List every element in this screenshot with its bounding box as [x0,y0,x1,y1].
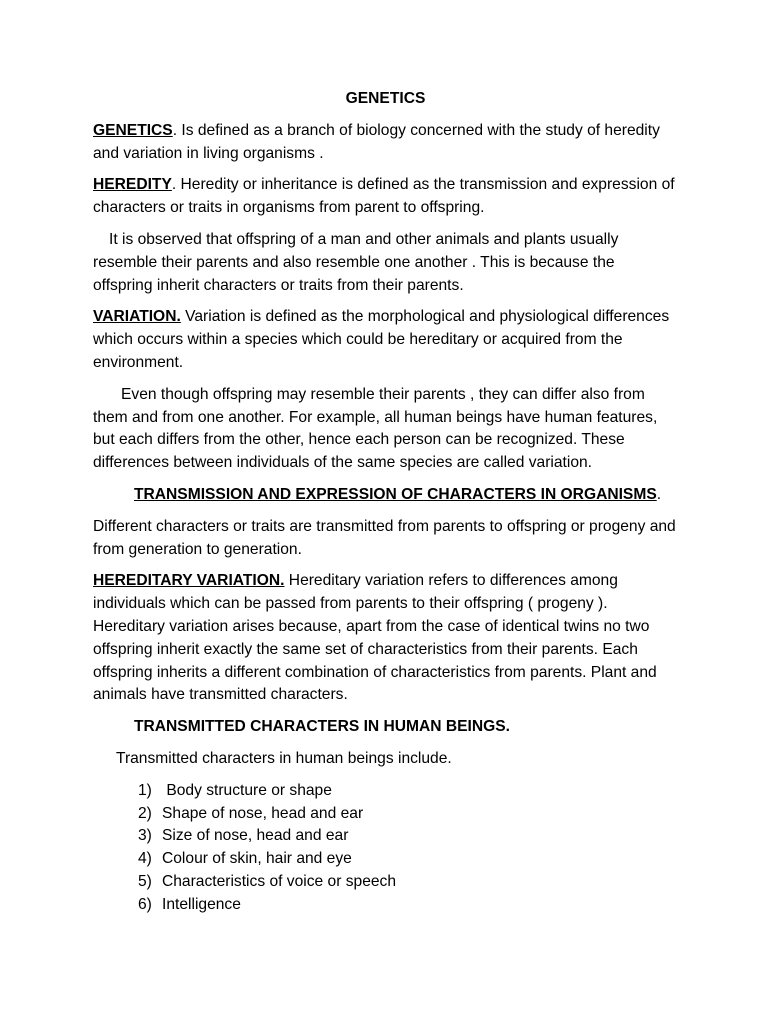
list-item [138,871,678,894]
list-item-number: 5) [138,872,152,890]
list-item-number: 4) [138,850,152,868]
genetics-definition-text: . Is defined as a branch of biology concerned with the study of heredity and variation in living organisms . [93,121,660,162]
list-item-text: Size of nose, head and ear [162,827,349,845]
term-hereditary-variation: HEREDITARY VARIATION. [93,572,285,590]
document-title: GENETICS [345,90,426,107]
list-item [138,848,678,871]
list-item-text: Intelligence [162,895,241,913]
term-variation: VARIATION. [93,308,181,326]
list-item [138,894,678,917]
heading-transmission [134,484,678,507]
list-item-number: 2) [138,804,152,822]
paragraph-heredity-definition [93,174,678,220]
list-item [138,825,678,848]
list-item-text: Body structure or shape [162,781,332,799]
paragraph-different-characters: Different characters or traits are transmitted from parents to offspring or progeny and from generation to generation. [93,517,676,558]
document-page [93,88,678,917]
variation-definition-text: Variation is defined as the morphological and physiological differences which occurs within a species which could be hereditary or acquired from the environment. [93,308,670,371]
list-item-text: Colour of skin, hair and eye [162,850,352,868]
heading-human-beings: TRANSMITTED CHARACTERS IN HUMAN BEINGS. [134,718,510,736]
list-item-text: Characteristics of voice or speech [162,872,397,890]
heredity-definition-text: . Heredity or inheritance is defined as the transmission and expression of characters or traits in organisms from parent to offspring. [93,176,675,217]
list-item-number: 1) [138,781,152,799]
heading-transmission-text: TRANSMISSION AND EXPRESSION OF CHARACTERS IN ORGANISMS [134,485,657,503]
paragraph-hereditary-variation [93,570,678,707]
list-item [138,780,678,803]
paragraph-variation-definition [93,306,678,374]
list-item-text: Shape of nose, head and ear [162,804,364,822]
list-item-number: 3) [138,827,152,845]
heading-transmission-period: . [656,485,662,503]
term-genetics: GENETICS [93,121,173,139]
paragraph-genetics-definition [93,120,678,166]
term-heredity: HEREDITY [93,176,172,194]
list-item [138,803,678,826]
list-item-number: 6) [138,895,152,913]
transmitted-characters-list [93,780,678,917]
hereditary-variation-text: Hereditary variation refers to differences among individuals which can be passed from parents to their offspring ( progeny ). Hereditary variation arises because, apart from the case of identical twins no two offspring inherit exactly the same set of characteristics from their parents. Each offspring inherits a different combination of characteristics from parents. Plant and animals have transmitted characters. [93,572,657,704]
paragraph-even-though: Even though offspring may resemble their parents , they can differ also from them and from one another. For example, all human beings have human features, but each differs from the other, hence each person can be recognized. These differences between individuals of the same species are called variation. [93,385,658,472]
intro-human-characters: Transmitted characters in human beings include. [116,749,452,767]
paragraph-observed: It is observed that offspring of a man and other animals and plants usually resemble their parents and also resemble one another . This is because the offspring inherit characters or traits from their parents. [93,230,619,294]
